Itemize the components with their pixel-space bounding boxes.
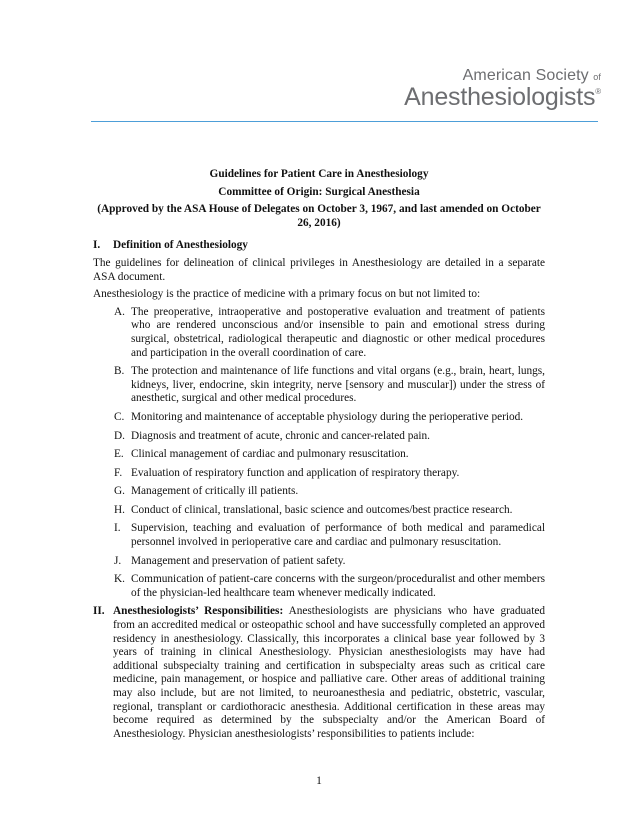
list-item: E. Clinical management of cardiac and pulmonary resuscitation. [114,448,409,461]
section-1-heading: I. Definition of Anesthesiology [93,239,248,252]
section-2-text [113,605,545,741]
list-item: H. Conduct of clinical, translational, basic science and outcomes/best practice research. [114,503,513,516]
section-2 [93,605,545,741]
section-1-para-1: The guidelines for delineation of clinical privileges in Anesthesiology are detailed in a separate ASA document. [93,256,545,283]
approval-note: (Approved by the ASA House of Delegates on October 3, 1967, and last amended on October 26, 2016) [97,203,541,229]
header-divider [91,121,598,122]
section-2-body: Anesthesiologists are physicians who have graduated from an accredited medical or osteopathic school and have successfully completed an approved residency in anesthesiology. Classically, this incorporates a clinical base year followed by 3 years of training in clinical Anesthesiology. Physician anesthesiologists may have had additional subspecialty training and certification in subspecialty areas such as critical care medicine, pain management, or hospice and palliative care. Other areas of additional training may also include, but are not limited, to neuroanesthesia and pediatric, obstetric, vascular, regional, transplant or cardiothoracic anesthesia. Additional certification in these areas may become required as determined by the subspecialty and/or the American Board of Anesthesiology. Physician anesthesiologists’ responsibilities to patients include: [113,605,545,740]
document-body [93,168,545,741]
section-1-para-2: Anesthesiology is the practice of medicine with a primary focus on but not limited to: [93,288,481,301]
definition-list [93,306,545,601]
list-item: K. Communication of patient-care concerns with the surgeon/proceduralist and other members of the physician-led healthcare team whenever medically indicated. [114,573,545,599]
asa-logo [404,68,601,110]
section-2-heading: Anesthesiologists’ Responsibilities: [113,605,284,618]
list-item: G. Management of critically ill patients. [114,485,299,498]
committee-of-origin: Committee of Origin: Surgical Anesthesia [218,185,420,198]
list-item: C. Monitoring and maintenance of acceptable physiology during the perioperative period. [114,410,524,423]
document-title: Guidelines for Patient Care in Anesthesiology [209,168,429,180]
list-item: A. The preoperative, intraoperative and postoperative evaluation and treatment of patients who are rendered unconscious and/or insensible to pain and emotional stress during surgical, obstetrical, radiological therapeutic and diagnostic or other medical procedures and participation in the overall coordination of care. [114,305,545,359]
list-item: D. Diagnosis and treatment of acute, chronic and cancer-related pain. [114,429,431,442]
list-item: J. Management and preservation of patient safety. [114,554,346,567]
list-item: I. Supervision, teaching and evaluation of performance of both medical and paramedical personnel involved in perioperative care and cardiac and pulmonary resuscitation. [114,522,545,549]
list-item: F. Evaluation of respiratory function and application of respiratory therapy. [114,466,460,479]
logo-society-text: American Society of [462,67,601,84]
page-number: 1 [316,775,322,787]
list-item: B. The protection and maintenance of life functions and vital organs (e.g., brain, heart, lungs, kidneys, liver, endocrine, skin integrity, nerve [sensory and muscular]) under the stress of anesthetic, surgical and other medical procedures. [114,365,545,405]
section-2-number: II. [93,605,105,618]
logo-anesthesiologists-text: Anesthesiologists® [404,83,601,111]
